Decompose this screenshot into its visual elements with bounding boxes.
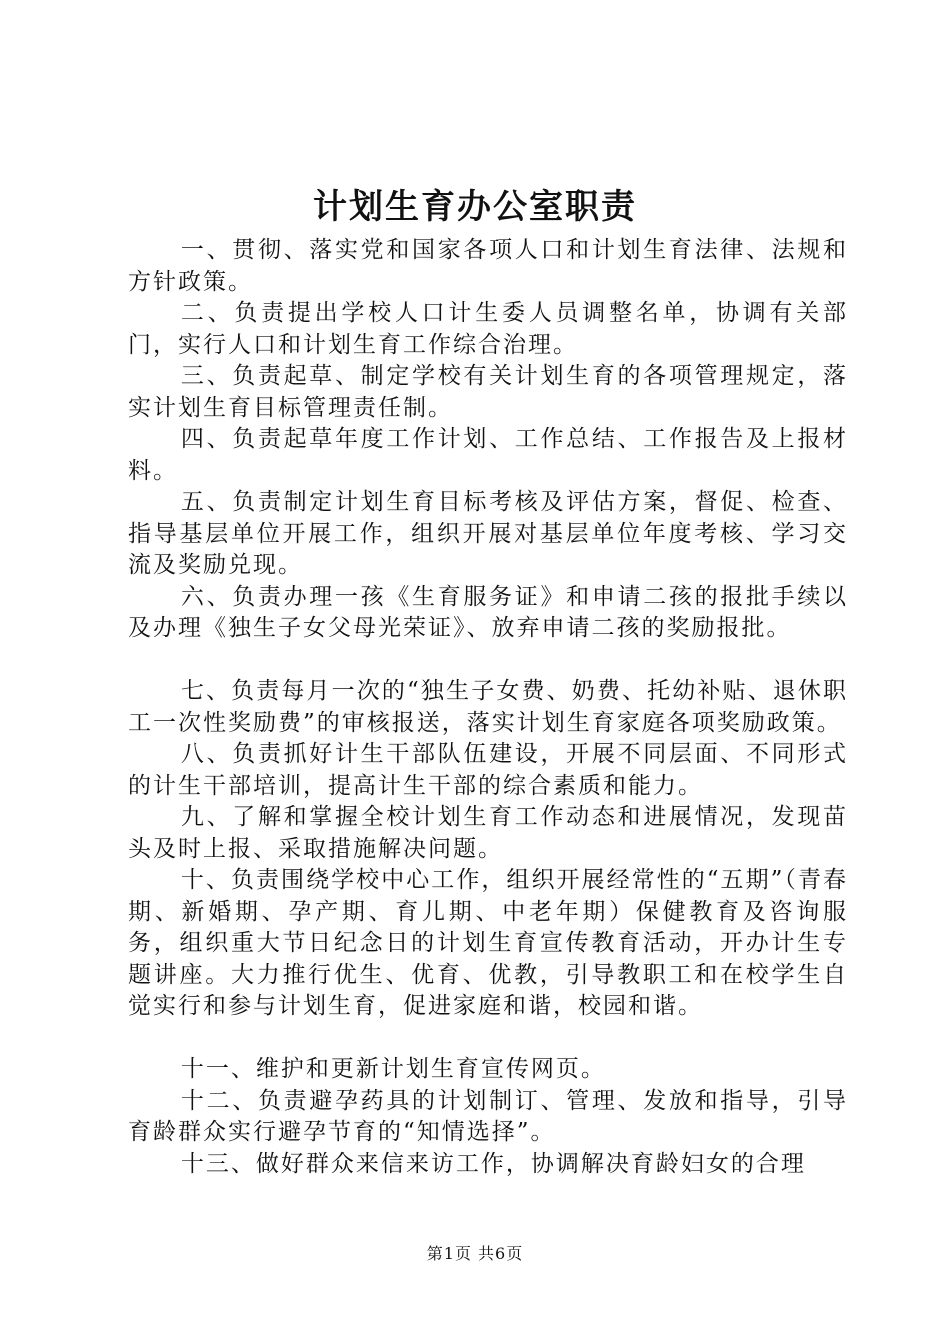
- page-footer: 第1页 共6页: [426, 1244, 524, 1263]
- paragraph-6: 六、负责办理一孩《生育服务证》和申请二孩的报批手续以及办理《独生子女父母光荣证》、放弃申请二孩的奖励报批。: [128, 583, 848, 641]
- paragraph-3: 三、负责起草、制定学校有关计划生育的各项管理规定，落实计划生育目标管理责任制。: [128, 363, 848, 421]
- paragraph-10: 十、负责围绕学校中心工作，组织开展经常性的“五期”（青春期、新婚期、孕产期、育儿期、中老年期）保健教育及咨询服务，组织重大节日纪念日的计划生育宣传教育活动，开办计生专题讲座。大力推行优生、优育、优教，引导教职工和在校学生自觉实行和参与计划生育，促进家庭和谐，校园和谐。: [128, 867, 848, 1019]
- paragraph-13: 十三、做好群众来信来访工作，协调解决育龄妇女的合理: [180, 1150, 806, 1177]
- paragraph-9: 九、了解和掌握全校计划生育工作动态和进展情况，发现苗头及时上报、采取措施解决问题。: [128, 804, 848, 862]
- paragraph-7: 七、负责每月一次的“独生子女费、奶费、托幼补贴、退休职工一次性奖励费”的审核报送，落实计划生育家庭各项奖励政策。: [128, 678, 848, 736]
- paragraph-8: 八、负责抓好计生干部队伍建设，开展不同层面、不同形式的计生干部培训，提高计生干部的综合素质和能力。: [128, 741, 848, 799]
- paragraph-2: 二、负责提出学校人口计生委人员调整名单，协调有关部门，实行人口和计划生育工作综合治理。: [128, 300, 848, 358]
- paragraph-1: 一、贯彻、落实党和国家各项人口和计划生育法律、法规和方针政策。: [128, 237, 848, 295]
- document-body: [128, 235, 848, 1180]
- paragraph-11: 十一、维护和更新计划生育宣传网页。: [180, 1056, 606, 1082]
- document-title: 计划生育办公室职责: [313, 187, 637, 227]
- paragraph-5: 五、负责制定计划生育目标考核及评估方案，督促、检查、指导基层单位开展工作，组织开展对基层单位年度考核、学习交流及奖励兑现。: [128, 489, 848, 578]
- paragraph-4: 四、负责起草年度工作计划、工作总结、工作报告及上报材料。: [128, 426, 848, 484]
- paragraph-12: 十二、负责避孕药具的计划制订、管理、发放和指导，引导育龄群众实行避孕节育的“知情选择”。: [128, 1087, 848, 1145]
